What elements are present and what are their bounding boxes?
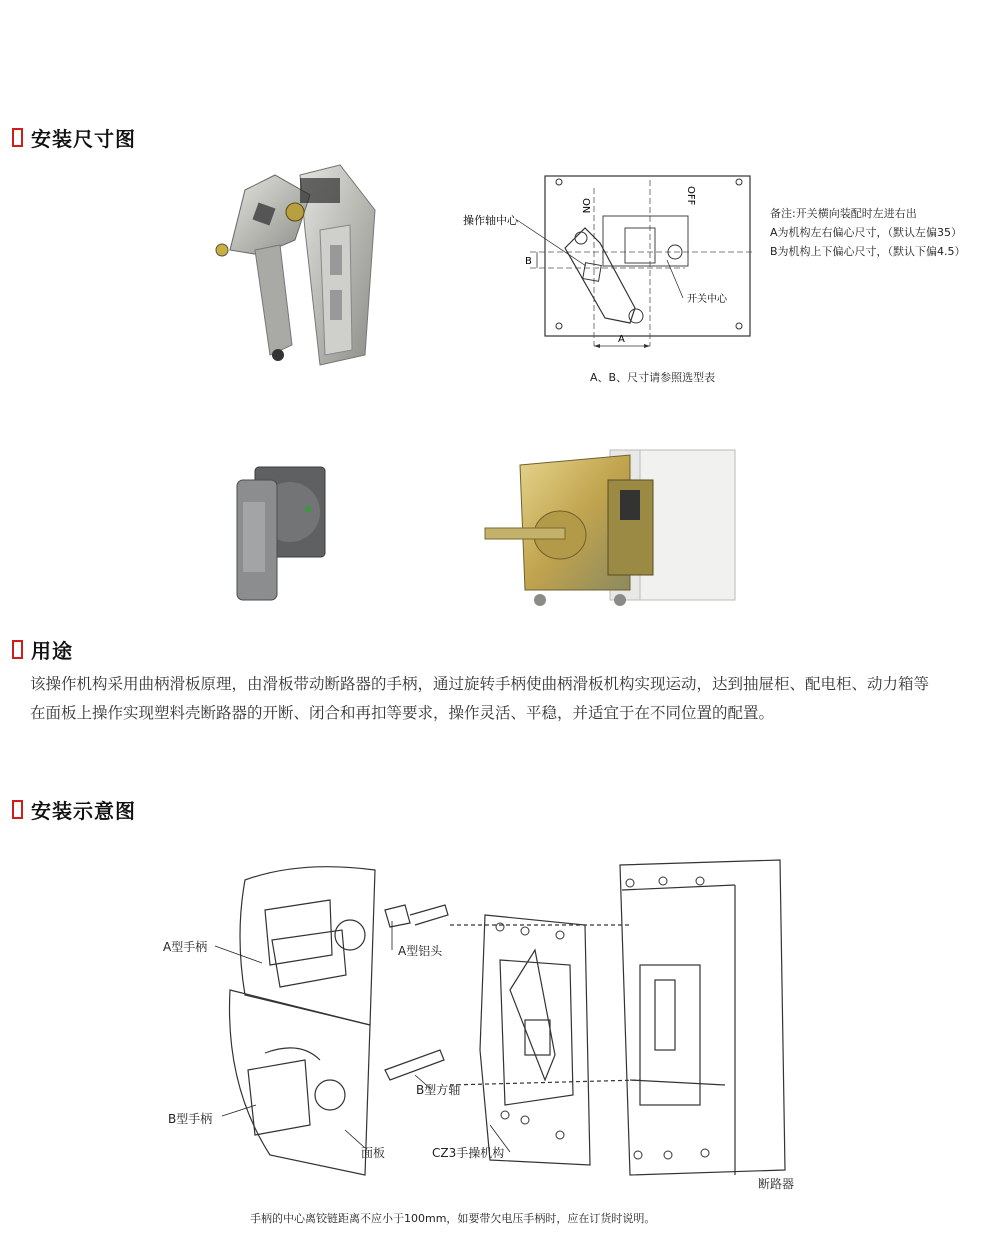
section-title-text: 安装示意图	[31, 798, 136, 823]
note-line: B为机构上下偏心尺寸，（默认下偏4.5）	[770, 245, 966, 258]
switch-center-label: 开关中心	[687, 294, 727, 305]
label-cz3: CZ3手操机构	[432, 1146, 505, 1160]
section-marker	[12, 128, 23, 147]
label-a-head: A型铝头	[398, 944, 443, 958]
section-title-text: 用途	[31, 638, 73, 663]
handle-photo	[225, 462, 335, 607]
section-title-install	[12, 796, 136, 822]
label-panel: 面板	[361, 1146, 386, 1160]
note-line: 备注:开关横向装配时左进右出	[770, 207, 917, 220]
mechanism-photo	[200, 150, 390, 385]
drawing-caption: A、B、尺寸请参照选型表	[590, 371, 716, 384]
install-footnote: 手柄的中心离铰链距离不应小于100mm，如要带欠电压手柄时，应在订货时说明。	[250, 1212, 656, 1225]
dim-b-label: B	[525, 256, 532, 267]
shaft-center-label: 操作轴中心	[463, 214, 518, 227]
section-title-text: 安装尺寸图	[31, 126, 136, 151]
notes-block	[770, 204, 996, 261]
on-label: ON	[580, 198, 591, 214]
section-marker	[12, 800, 23, 819]
dimension-drawing	[455, 168, 765, 358]
label-a-handle: A型手柄	[163, 940, 208, 954]
label-breaker: 断路器	[758, 1177, 795, 1191]
section-marker	[12, 640, 23, 659]
dim-a-label: A	[618, 334, 625, 345]
usage-paragraph: 该操作机构采用曲柄滑板原理，由滑板带动断路器的手柄，通过旋转手柄使曲柄滑板机构实现运动，达到抽屉柜、配电柜、动力箱等在面板上操作实现塑料壳断路器的开断、闭合和再扣等要求，操作灵活、平稳，并适宜于在不同位置的配置。	[30, 675, 930, 722]
assembled-photo	[480, 440, 750, 615]
section-title-usage	[12, 636, 73, 662]
note-line: A为机构左右偏心尺寸，（默认左偏35）	[770, 226, 963, 239]
label-b-handle: B型手柄	[168, 1112, 213, 1126]
section-title-dimensions	[12, 124, 136, 150]
label-b-shaft: B型方轴	[416, 1083, 461, 1097]
off-label: OFF	[685, 186, 696, 206]
